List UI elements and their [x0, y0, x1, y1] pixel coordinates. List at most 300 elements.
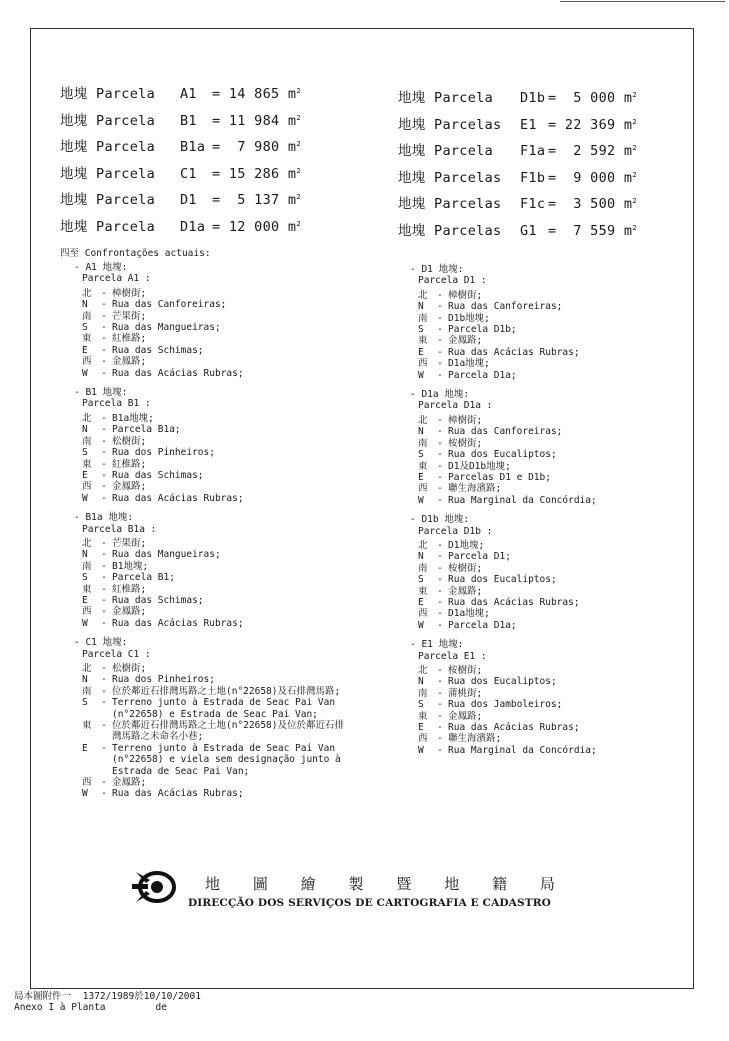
dash-separator: - — [101, 447, 107, 459]
boundary-text: Rua das Acácias Rubras; — [112, 492, 244, 504]
boundary-line — [66, 345, 344, 356]
area-value — [212, 184, 301, 214]
parcel-code: F1a — [520, 143, 546, 159]
boundary-line — [402, 449, 597, 460]
parcel-subtitle: Parcela D1a : — [418, 400, 493, 412]
area-unit-exponent: 2 — [632, 197, 637, 205]
area-unit: m — [623, 90, 633, 106]
boundary-line — [66, 538, 344, 549]
area-value — [212, 131, 301, 161]
dash-separator: - — [437, 483, 443, 495]
boundary-line — [402, 540, 597, 551]
boundary-text: 松樹街; — [112, 435, 147, 447]
area-number: 5 137 — [228, 192, 280, 208]
dash-separator: - — [437, 596, 443, 608]
boundary-text: Rua das Acácias Rubras; — [112, 788, 244, 800]
boundary-line — [402, 597, 597, 608]
boundary-line — [66, 663, 344, 674]
dash-separator: - — [437, 665, 443, 676]
boundary-line — [66, 288, 344, 299]
area-unit: m — [623, 222, 633, 239]
boundary-line — [402, 313, 597, 324]
equals-sign: = — [548, 143, 557, 159]
area-unit: m — [287, 192, 297, 208]
area-row — [60, 158, 301, 185]
boundary-text: 位於鄰近石排灣馬路之土地(n°22658)及石排灣馬路; — [112, 685, 341, 697]
dash-separator: - — [437, 539, 443, 551]
area-row — [398, 162, 637, 189]
area-unit: m — [287, 165, 297, 182]
boundary-text: D1a地塊; — [448, 358, 490, 370]
area-unit-exponent: 2 — [296, 87, 301, 95]
area-value — [548, 188, 637, 218]
boundary-text: Rua das Schimas; — [112, 344, 204, 356]
parcel-title: - B1a 地塊: — [74, 512, 134, 524]
area-label: 地塊 Parcela — [60, 165, 156, 182]
boundary-text: 桉樹街; — [448, 562, 483, 574]
direction-label: 北 — [418, 289, 428, 301]
area-unit-exponent: 2 — [296, 219, 301, 228]
boundary-text: 紅椎路; — [112, 458, 147, 470]
dash-separator: - — [437, 324, 443, 336]
dash-separator: - — [437, 301, 443, 313]
boundary-text: Rua dos Pinheiros; — [112, 674, 215, 686]
parcel-code: E1 — [520, 116, 537, 133]
boundary-text: Rua das Acácias Rubras; — [112, 367, 244, 379]
parcel-title: - D1a 地塊: — [410, 389, 470, 401]
footer-annex-label-pt: Anexo I à Planta — [14, 1002, 106, 1013]
boundary-line — [66, 368, 344, 379]
area-value — [212, 158, 301, 188]
boundary-text: Rua das Acácias Rubras; — [448, 722, 580, 734]
boundary-text: Rua das Canforeiras; — [448, 301, 563, 313]
area-unit: m — [623, 196, 633, 212]
area-unit: m — [623, 143, 633, 159]
boundary-line — [402, 335, 597, 346]
direction-label: 南 — [82, 685, 92, 697]
direction-label: 南 — [418, 687, 428, 699]
boundary-text: Parcela D1; — [448, 551, 511, 563]
dash-separator: - — [437, 676, 443, 688]
direction-label: 東 — [82, 720, 92, 732]
direction-label: 北 — [418, 414, 428, 426]
area-number: 3 500 — [564, 196, 616, 212]
boundary-text: B1地塊; — [112, 560, 149, 572]
direction-label: W — [418, 744, 424, 756]
parcel-code: F1b — [520, 169, 546, 186]
boundary-text: 桉樹街; — [448, 665, 483, 676]
area-row — [398, 135, 637, 162]
area-unit-exponent: 2 — [632, 144, 637, 152]
dash-separator: - — [437, 619, 443, 631]
boundary-line — [66, 584, 344, 595]
dash-separator: - — [437, 687, 443, 699]
dash-separator: - — [101, 720, 107, 732]
direction-label: W — [82, 492, 88, 504]
boundary-line — [402, 358, 597, 369]
area-number: 7 559 — [564, 222, 616, 239]
institution-name-char: 籍 — [492, 875, 508, 893]
direction-label: 西 — [82, 606, 92, 618]
direction-label: 北 — [82, 287, 92, 299]
area-row — [398, 109, 637, 136]
boundary-line — [66, 697, 344, 720]
boundary-text: 聯生海濱路; — [448, 483, 502, 495]
footer-date-prefix: 於 — [134, 991, 144, 1002]
dash-separator: - — [101, 356, 107, 368]
boundary-line — [402, 347, 597, 358]
dash-separator: - — [437, 551, 443, 563]
boundary-text: 位於鄰近石排灣馬路之土地(n°22658)及位於鄰近石排 灣馬路之未命名小巷; — [112, 720, 344, 743]
boundary-line — [402, 324, 597, 335]
dash-separator: - — [437, 289, 443, 301]
equals-sign: = — [548, 116, 557, 133]
boundary-line — [402, 620, 597, 631]
direction-label: W — [418, 369, 424, 381]
boundary-text: Parcela D1a; — [448, 619, 517, 631]
area-unit-exponent: 2 — [296, 166, 301, 175]
boundary-text: 芒果街; — [112, 537, 147, 549]
area-value — [548, 109, 637, 139]
boundary-line — [402, 426, 597, 437]
boundary-line — [402, 733, 597, 744]
boundary-line — [66, 561, 344, 572]
boundary-line — [402, 574, 597, 585]
boundary-text: 紅椎路; — [112, 583, 147, 595]
dscc-logo-icon — [130, 866, 180, 910]
equals-sign: = — [212, 112, 221, 129]
area-row — [60, 131, 301, 158]
area-label: 地塊 Parcela — [398, 143, 494, 159]
dash-separator: - — [101, 412, 107, 424]
boundary-text: Rua das Schimas; — [112, 594, 204, 606]
direction-label: W — [82, 788, 88, 800]
dash-separator: - — [437, 414, 443, 426]
boundary-line — [66, 413, 344, 424]
boundary-line — [402, 699, 597, 710]
equals-sign: = — [548, 222, 557, 239]
boundary-text: Rua Marginal da Concórdia; — [448, 494, 597, 506]
area-number: 2 592 — [564, 143, 616, 159]
area-unit-exponent: 2 — [632, 223, 637, 232]
parcel-subtitle: Parcela C1 : — [82, 648, 151, 660]
boundary-line — [402, 472, 597, 483]
boundary-line — [66, 356, 344, 367]
parcel-subtitle: Parcela B1 : — [82, 398, 151, 410]
dash-separator: - — [437, 722, 443, 734]
dash-separator: - — [101, 674, 107, 686]
dash-separator: - — [437, 574, 443, 586]
parcel-block — [402, 264, 597, 381]
boundary-text: 金鳳路; — [112, 777, 147, 789]
boundary-line — [66, 436, 344, 447]
boundary-text: 金鳳路; — [112, 356, 147, 368]
boundary-text: 金鳳路; — [448, 710, 483, 722]
direction-label: S — [82, 322, 88, 334]
boundary-line — [66, 788, 344, 799]
direction-label: 東 — [418, 335, 428, 347]
boundary-line — [66, 459, 344, 470]
boundary-line — [402, 688, 597, 699]
dash-separator: - — [437, 608, 443, 620]
boundary-text: Rua das Acácias Rubras; — [448, 346, 580, 358]
area-unit-exponent: 2 — [296, 193, 301, 201]
boundary-line — [402, 551, 597, 562]
dash-separator: - — [101, 777, 107, 789]
footer-de: de — [155, 1002, 167, 1013]
parcel-subtitle: Parcela D1 : — [418, 275, 487, 287]
dash-separator: - — [437, 346, 443, 358]
boundary-text: 桉樹街; — [448, 437, 483, 449]
boundary-line — [402, 461, 597, 472]
dash-separator: - — [437, 710, 443, 722]
dash-separator: - — [437, 699, 443, 711]
boundary-text: 紅椎路; — [112, 333, 147, 345]
area-number: 12 000 — [228, 218, 280, 235]
footer-line-1 — [14, 991, 201, 1002]
boundary-line — [66, 299, 344, 310]
area-value — [212, 78, 301, 108]
institution-name-char: 製 — [348, 875, 364, 893]
boundary-text: 金鳳路; — [112, 481, 147, 493]
dash-separator: - — [101, 367, 107, 379]
area-label: 地塊 Parcela — [60, 139, 156, 155]
confrontacoes-left-column — [66, 262, 344, 808]
footer-date: 10/10/2001 — [143, 991, 201, 1002]
area-unit-exponent: 2 — [632, 170, 637, 179]
dash-separator: - — [437, 358, 443, 370]
boundary-line — [66, 606, 344, 617]
boundary-line — [66, 549, 344, 560]
top-edge-rule — [560, 1, 725, 2]
boundary-line — [402, 745, 597, 756]
direction-label: 南 — [418, 562, 428, 574]
boundary-text: Rua das Canforeiras; — [112, 299, 227, 311]
direction-label: 東 — [418, 710, 428, 722]
direction-label: 西 — [82, 356, 92, 368]
boundary-text: Rua das Mangueiras; — [112, 549, 221, 561]
parcel-areas-right — [398, 82, 637, 241]
parcel-title: - E1 地塊: — [410, 639, 464, 651]
area-number: 14 865 — [228, 86, 280, 102]
parcel-code: F1c — [520, 196, 546, 212]
parcel-block — [402, 389, 597, 506]
direction-label: 西 — [82, 777, 92, 789]
footer-plan-number: 1372/1989 — [82, 991, 135, 1002]
confrontacoes-heading: 四至 Confrontações actuais: — [60, 248, 211, 259]
direction-label: S — [82, 447, 88, 459]
direction-label: N — [82, 674, 88, 686]
area-number: 15 286 — [228, 165, 280, 182]
boundary-text: D1a地塊; — [448, 608, 490, 620]
direction-label: E — [82, 742, 88, 754]
dash-separator: - — [437, 744, 443, 756]
parcel-subtitle: Parcela E1 : — [418, 650, 487, 662]
parcel-block — [402, 514, 597, 631]
area-value — [212, 211, 301, 241]
area-unit: m — [623, 116, 633, 133]
direction-label: 東 — [418, 585, 428, 597]
direction-label: E — [82, 594, 88, 606]
boundary-text: 樟樹街; — [448, 414, 483, 426]
boundary-line — [66, 333, 344, 344]
direction-label: 北 — [82, 412, 92, 424]
equals-sign: = — [548, 90, 557, 106]
boundary-line — [402, 563, 597, 574]
equals-sign: = — [212, 139, 221, 155]
dash-separator: - — [101, 663, 107, 674]
dash-separator: - — [101, 481, 107, 493]
boundary-text: Rua dos Eucaliptos; — [448, 449, 557, 461]
boundary-text: 樟樹街; — [448, 289, 483, 301]
boundary-text: 蒲桃街; — [448, 687, 483, 699]
boundary-text: D1地塊; — [448, 539, 485, 551]
dash-separator: - — [101, 310, 107, 322]
boundary-text: Terreno junto à Estrada de Seac Pai Van (n°22658) e viela sem designação junto à Estrada de Seac Pai Van; — [112, 742, 341, 777]
boundary-line — [402, 301, 597, 312]
direction-label: 東 — [82, 333, 92, 345]
dash-separator: - — [101, 537, 107, 549]
area-unit-exponent: 2 — [296, 140, 301, 148]
boundary-line — [402, 608, 597, 619]
area-row — [398, 215, 637, 242]
dash-separator: - — [101, 549, 107, 561]
parcel-block — [66, 512, 344, 629]
dash-separator: - — [101, 458, 107, 470]
area-unit: m — [623, 169, 633, 186]
boundary-text: Rua dos Jamboleiros; — [448, 699, 563, 711]
boundary-text: Parcelas D1 e D1b; — [448, 471, 551, 483]
area-label: 地塊 Parcela — [398, 90, 494, 106]
direction-label: 南 — [82, 560, 92, 572]
dash-separator: - — [437, 335, 443, 347]
direction-label: 南 — [82, 310, 92, 322]
annex-footer — [14, 991, 201, 1013]
boundary-text: 金鳳路; — [448, 335, 483, 347]
direction-label: S — [82, 572, 88, 584]
boundary-text: Parcela B1a; — [112, 424, 181, 436]
direction-label: 南 — [82, 435, 92, 447]
parcel-title: - B1 地塊: — [74, 387, 128, 399]
boundary-text: D1b地塊; — [448, 312, 490, 324]
boundary-line — [66, 720, 344, 743]
institution-name-char: 圖 — [252, 875, 268, 893]
dash-separator: - — [101, 344, 107, 356]
area-unit-exponent: 2 — [632, 91, 637, 99]
boundary-text: 松樹街; — [112, 663, 147, 674]
parcel-block — [402, 639, 597, 756]
dash-separator: - — [437, 562, 443, 574]
boundary-line — [66, 686, 344, 697]
dash-separator: - — [101, 469, 107, 481]
boundary-line — [402, 676, 597, 687]
parcel-title: - C1 地塊: — [74, 637, 128, 649]
direction-label: E — [418, 596, 424, 608]
dash-separator: - — [101, 742, 107, 754]
equals-sign: = — [212, 86, 221, 102]
dash-separator: - — [101, 788, 107, 800]
area-label: 地塊 Parcelas — [398, 222, 502, 239]
direction-label: N — [418, 301, 424, 313]
dash-separator: - — [101, 583, 107, 595]
boundary-text: 金鳳路; — [448, 585, 483, 597]
dash-separator: - — [101, 594, 107, 606]
parcel-code: C1 — [180, 165, 197, 182]
parcel-block — [66, 637, 344, 800]
boundary-line — [66, 595, 344, 606]
boundary-text: B1a地塊; — [112, 412, 154, 424]
boundary-text: Rua das Schimas; — [112, 469, 204, 481]
parcel-code: D1a — [180, 218, 206, 235]
parcel-code: B1a — [180, 139, 206, 155]
boundary-line — [402, 495, 597, 506]
dash-separator: - — [101, 299, 107, 311]
boundary-line — [402, 586, 597, 597]
boundary-text: Rua das Acácias Rubras; — [112, 617, 244, 629]
boundary-line — [66, 618, 344, 629]
equals-sign: = — [212, 192, 221, 208]
direction-label: W — [82, 617, 88, 629]
boundary-line — [66, 481, 344, 492]
dash-separator: - — [437, 426, 443, 438]
equals-sign: = — [548, 169, 557, 186]
direction-label: S — [418, 449, 424, 461]
area-row — [398, 82, 637, 109]
parcel-subtitle: Parcela B1a : — [82, 523, 157, 535]
area-value — [548, 215, 637, 245]
direction-label: 東 — [82, 458, 92, 470]
dash-separator: - — [101, 287, 107, 299]
dash-separator: - — [437, 471, 443, 483]
boundary-line — [402, 722, 597, 733]
boundary-line — [402, 665, 597, 676]
dash-separator: - — [101, 424, 107, 436]
institution-name-char: 地 — [444, 875, 460, 893]
institution-name-char: 地 — [205, 875, 221, 893]
dash-separator: - — [437, 369, 443, 381]
direction-label: E — [418, 722, 424, 734]
boundary-line — [66, 674, 344, 685]
parcel-areas-left — [60, 78, 301, 237]
boundary-line — [66, 572, 344, 583]
dash-separator: - — [101, 333, 107, 345]
area-label: 地塊 Parcela — [60, 86, 156, 102]
direction-label: 西 — [418, 483, 428, 495]
direction-label: 北 — [418, 665, 428, 676]
boundary-line — [402, 370, 597, 381]
area-label: 地塊 Parcela — [60, 218, 156, 235]
dash-separator: - — [437, 312, 443, 324]
dash-separator: - — [101, 606, 107, 618]
direction-label: 西 — [82, 481, 92, 493]
direction-label: N — [82, 424, 88, 436]
area-number: 22 369 — [564, 116, 616, 133]
area-number: 5 000 — [564, 90, 616, 106]
area-label: 地塊 Parcela — [60, 112, 156, 129]
area-unit: m — [287, 218, 297, 235]
area-unit: m — [287, 86, 297, 102]
equals-sign: = — [548, 196, 557, 212]
parcel-title: - D1 地塊: — [410, 264, 464, 275]
direction-label: E — [418, 346, 424, 358]
boundary-line — [66, 447, 344, 458]
direction-label: N — [418, 676, 424, 688]
area-row — [60, 78, 301, 105]
boundary-line — [66, 424, 344, 435]
dash-separator: - — [101, 572, 107, 584]
boundary-text: Parcela D1b; — [448, 324, 517, 336]
dash-separator: - — [101, 435, 107, 447]
